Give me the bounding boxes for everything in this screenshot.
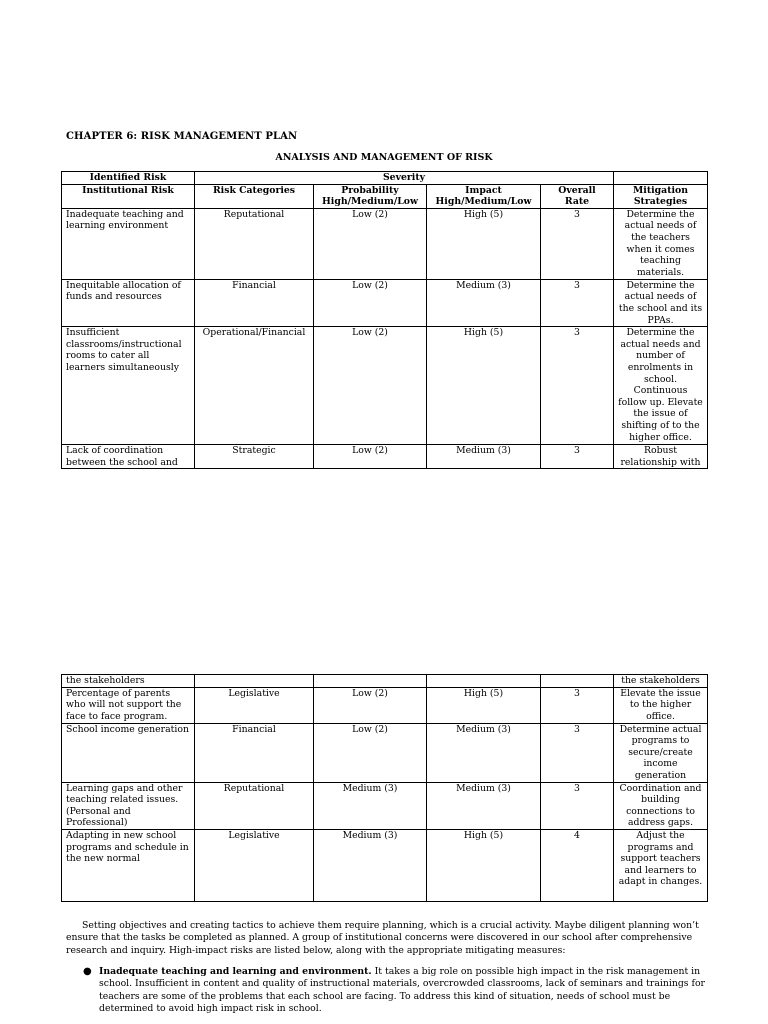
cell-rate [541,675,614,688]
cell-risk: Inequitable allocation of funds and resources [62,279,195,326]
cell-category: Reputational [195,208,314,279]
cell-risk: Percentage of parents who will not support the face to face program. [62,687,195,723]
cell-impact: Medium (3) [427,782,541,829]
header-overall-rate: Overall Rate [541,184,614,208]
table-row [62,782,708,829]
bullet-text: It takes a big role on possible high impact in the risk management in school. Insufficient in content and quality of instructional materials, overcrowded classrooms, lack of seminars and trainings for teachers are some of the problems that each school are facing. To address this kind of situation, needs of school must be determined to avoid high impact risk in school. [99,966,705,1015]
table-row [62,327,708,445]
cell-risk: Insufficient classrooms/instructional rooms to cater all learners simultaneously [62,327,195,445]
cell-risk: Inadequate teaching and learning environment [62,208,195,279]
cell-rate: 3 [541,782,614,829]
cell-rate: 3 [541,723,614,782]
cell-rate: 3 [541,208,614,279]
cell-category: Financial [195,279,314,326]
header-risk-categories: Risk Categories [195,184,314,208]
cell-mitigation: Determine actual programs to secure/create income generation [614,723,708,782]
bullet-item [83,966,719,1016]
cell-risk: Learning gaps and other teaching related issues. (Personal and Professional) [62,782,195,829]
cell-impact: High (5) [427,208,541,279]
cell-mitigation: Determine the actual needs of the school and its PPAs. [614,279,708,326]
table-row [62,445,708,469]
cell-category [195,675,314,688]
bullet-icon: ● [83,966,92,977]
cell-mitigation: Determine the actual needs and number of enrolments in school. Continuous follow up. Elevate the issue of shifting of to the higher office. [614,327,708,445]
cell-impact [427,675,541,688]
cell-mitigation: the stakeholders [614,675,708,688]
cell-category: Legislative [195,687,314,723]
cell-risk: Adapting in new school programs and schedule in the new normal [62,829,195,901]
header-probability: Probability High/Medium/Low [314,184,427,208]
cell-rate: 3 [541,279,614,326]
cell-probability: Medium (3) [314,829,427,901]
bullet-lead: Inadequate teaching and learning and environment. [99,966,372,977]
cell-risk: the stakeholders [62,675,195,688]
table-row [62,279,708,326]
cell-probability: Low (2) [314,723,427,782]
cell-probability: Low (2) [314,208,427,279]
cell-risk: Lack of coordination between the school and [62,445,195,469]
cell-mitigation: Adjust the programs and support teachers and learners to adapt in changes. [614,829,708,901]
cell-probability: Low (2) [314,445,427,469]
cell-risk: School income generation [62,723,195,782]
cell-probability [314,675,427,688]
table-row [62,687,708,723]
cell-category: Operational/Financial [195,327,314,445]
cell-probability: Low (2) [314,327,427,445]
header-identified-risk: Identified Risk [62,172,195,185]
cell-impact: High (5) [427,687,541,723]
cell-probability: Low (2) [314,279,427,326]
cell-rate: 3 [541,327,614,445]
cell-probability: Medium (3) [314,782,427,829]
risk-table-part-1 [61,171,708,469]
cell-impact: Medium (3) [427,445,541,469]
body-paragraph: Setting objectives and creating tactics to achieve them require planning, which is a crucial activity. Maybe diligent planning won’t ensure that the tasks be completed as planned. A group of institutional concerns were discovered in our school after comprehensive research and inquiry. High-impact risks are listed below, along with the appropriate mitigating measures: [66,920,699,956]
table-row [62,208,708,279]
chapter-title: CHAPTER 6: RISK MANAGEMENT PLAN [66,131,298,142]
header-severity: Severity [195,172,614,185]
cell-mitigation: Determine the actual needs of the teachers when it comes teaching materials. [614,208,708,279]
header-institutional-risk: Institutional Risk [62,184,195,208]
table-row [62,675,708,688]
table-row [62,723,708,782]
cell-mitigation: Elevate the issue to the higher office. [614,687,708,723]
header-mitigation: Mitigation Strategies [614,184,708,208]
cell-probability: Low (2) [314,687,427,723]
page-subtitle: ANALYSIS AND MANAGEMENT OF RISK [275,152,493,163]
cell-mitigation: Robust relationship with [614,445,708,469]
cell-rate: 4 [541,829,614,901]
cell-impact: Medium (3) [427,279,541,326]
header-blank [614,172,708,185]
cell-impact: High (5) [427,327,541,445]
cell-rate: 3 [541,445,614,469]
cell-impact: Medium (3) [427,723,541,782]
cell-category: Financial [195,723,314,782]
table-row [62,829,708,901]
cell-impact: High (5) [427,829,541,901]
risk-table-part-2 [61,674,708,902]
cell-mitigation: Coordination and building connections to address gaps. [614,782,708,829]
cell-category: Reputational [195,782,314,829]
cell-category: Strategic [195,445,314,469]
header-impact: Impact High/Medium/Low [427,184,541,208]
cell-rate: 3 [541,687,614,723]
cell-category: Legislative [195,829,314,901]
